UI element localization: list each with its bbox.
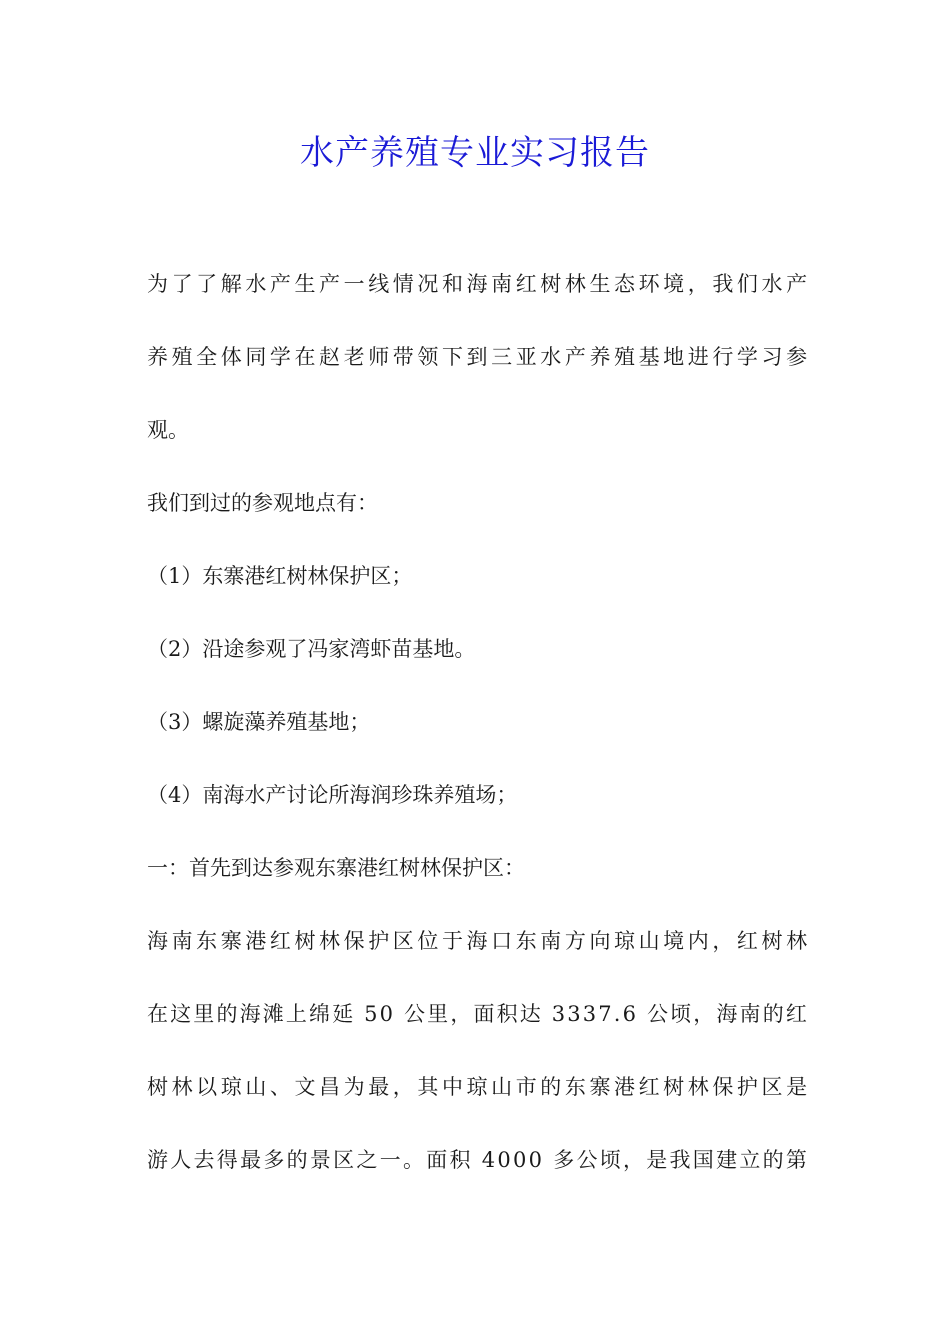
list-item-2: （2）沿途参观了冯家湾虾苗基地。: [147, 637, 476, 661]
body-line-12: 树林以琼山、文昌为最，其中琼山市的东寨港红树林保护区是: [147, 1075, 811, 1099]
body-line-2: 养殖全体同学在赵老师带领下到三亚水产养殖基地进行学习参: [147, 345, 811, 369]
body-line-3: 观。: [147, 418, 189, 442]
section-heading-1: 一：首先到达参观东寨港红树林保护区：: [147, 856, 525, 880]
list-item-4: （4）南海水产讨论所海润珍珠养殖场；: [147, 783, 518, 807]
list-item-1: （1）东寨港红树林保护区；: [147, 564, 413, 588]
body-line-10: 海南东寨港红树林保护区位于海口东南方向琼山境内，红树林: [147, 929, 811, 953]
body-line-4: 我们到过的参观地点有：: [147, 491, 378, 515]
body-line-11: 在这里的海滩上绵延 50 公里，面积达 3337.6 公顷，海南的红: [147, 1002, 810, 1026]
document-title: 水产养殖专业实习报告: [300, 133, 650, 173]
body-line-13: 游人去得最多的景区之一。面积 4000 多公顷，是我国建立的第: [147, 1148, 810, 1172]
document-body: [147, 258, 811, 1207]
body-line-1: 为了了解水产生产一线情况和海南红树林生态环境，我们水产: [147, 272, 811, 296]
list-item-3: （3）螺旋藻养殖基地；: [147, 710, 371, 734]
